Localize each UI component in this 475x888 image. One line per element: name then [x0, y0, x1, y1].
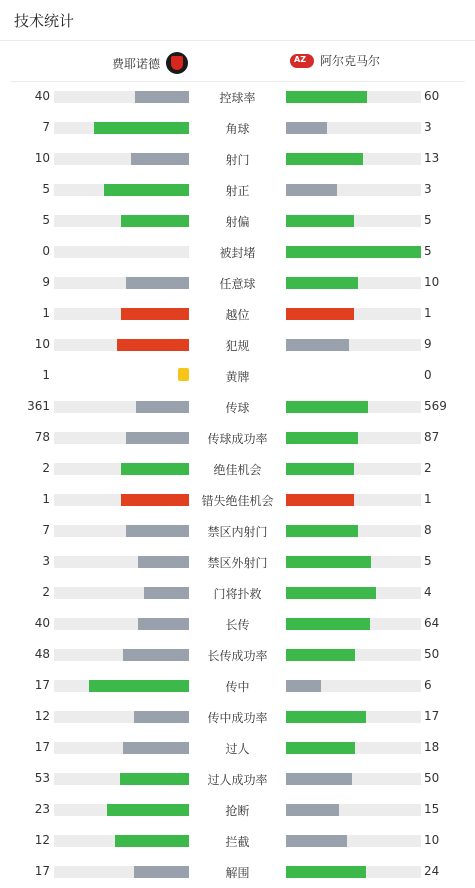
stat-label: 传中 — [225, 680, 250, 694]
away-bar-fill — [286, 773, 352, 785]
home-bar-fill — [144, 587, 189, 599]
away-bar-fill — [286, 587, 376, 599]
home-bar-fill — [121, 494, 189, 506]
away-value: 3 — [424, 120, 432, 134]
away-value: 1 — [424, 306, 432, 320]
home-bar-track — [54, 866, 189, 878]
home-bar-track — [54, 308, 189, 320]
away-bar-track — [286, 463, 421, 475]
away-value: 2 — [424, 461, 432, 475]
home-bar-fill — [135, 91, 189, 103]
away-value: 8 — [424, 523, 432, 537]
stat-label: 传球 — [225, 401, 250, 415]
stat-row — [0, 763, 475, 794]
home-value: 1 — [42, 368, 50, 382]
away-value: 3 — [424, 182, 432, 196]
home-bar-fill — [138, 556, 189, 568]
home-bar-fill — [138, 618, 189, 630]
home-bar-track — [54, 122, 189, 134]
away-bar-track — [286, 91, 421, 103]
home-bar-fill — [107, 804, 189, 816]
away-bar-fill — [286, 215, 354, 227]
away-value: 6 — [424, 678, 432, 692]
away-value: 18 — [424, 740, 440, 754]
away-bar-track — [286, 153, 421, 165]
away-bar-fill — [286, 556, 371, 568]
home-bar-track — [54, 463, 189, 475]
home-bar-fill — [115, 835, 189, 847]
home-value: 10 — [34, 151, 50, 165]
home-value: 40 — [34, 89, 50, 103]
stat-label: 过人成功率 — [207, 773, 268, 787]
home-team — [112, 52, 188, 74]
away-value: 9 — [424, 337, 432, 351]
away-value: 50 — [424, 647, 440, 661]
away-value: 64 — [424, 616, 440, 630]
stat-label: 传球成功率 — [207, 432, 268, 446]
home-bar-fill — [131, 153, 189, 165]
away-bar-track — [286, 587, 421, 599]
away-bar-fill — [286, 339, 349, 351]
away-bar-track — [286, 742, 421, 754]
away-bar-track — [286, 680, 421, 692]
home-bar-track — [54, 711, 189, 723]
stat-row — [0, 298, 475, 329]
home-value: 10 — [34, 337, 50, 351]
home-bar-fill — [121, 463, 189, 475]
away-bar-track — [286, 835, 421, 847]
stat-label: 抢断 — [225, 804, 250, 818]
away-value: 50 — [424, 771, 440, 785]
away-bar-track — [286, 401, 421, 413]
stat-row — [0, 701, 475, 732]
away-bar-fill — [286, 618, 370, 630]
away-value: 4 — [424, 585, 432, 599]
stat-label: 任意球 — [219, 277, 256, 291]
home-value: 7 — [42, 523, 50, 537]
away-bar-fill — [286, 494, 354, 506]
home-bar-track — [54, 277, 189, 289]
stat-label: 黄牌 — [225, 370, 250, 384]
stat-label: 长传成功率 — [207, 649, 268, 663]
stat-label: 禁区内射门 — [207, 525, 268, 539]
stat-row — [0, 205, 475, 236]
home-bar-track — [54, 215, 189, 227]
away-value: 0 — [424, 368, 432, 382]
stat-row — [0, 825, 475, 856]
home-bar-track — [54, 401, 189, 413]
away-value: 24 — [424, 864, 440, 878]
stat-label: 拦截 — [225, 835, 250, 849]
away-bar-track — [286, 339, 421, 351]
away-bar-fill — [286, 432, 358, 444]
home-value: 361 — [27, 399, 50, 413]
home-value: 5 — [42, 182, 50, 196]
home-bar-fill — [134, 711, 189, 723]
stat-label: 禁区外射门 — [207, 556, 268, 570]
stat-row — [0, 174, 475, 205]
away-value: 5 — [424, 244, 432, 258]
away-bar-fill — [286, 401, 368, 413]
away-bar-track — [286, 122, 421, 134]
away-bar-track — [286, 184, 421, 196]
away-bar-fill — [286, 184, 337, 196]
away-bar-fill — [286, 122, 327, 134]
stat-row — [0, 732, 475, 763]
away-bar-fill — [286, 866, 366, 878]
stat-row — [0, 577, 475, 608]
home-bar-track — [54, 556, 189, 568]
away-bar-fill — [286, 153, 363, 165]
away-bar-track — [286, 494, 421, 506]
page-title: 技术统计 — [14, 12, 75, 30]
stat-row — [0, 360, 475, 391]
home-bar-fill — [123, 649, 189, 661]
stat-label: 错失绝佳机会 — [201, 494, 274, 508]
home-value: 17 — [34, 864, 50, 878]
header-bar — [0, 0, 475, 41]
home-bar-track — [54, 835, 189, 847]
away-bar-fill — [286, 308, 354, 320]
away-bar-track — [286, 866, 421, 878]
home-value: 48 — [34, 647, 50, 661]
stat-row — [0, 422, 475, 453]
away-bar-track — [286, 246, 421, 258]
home-bar-fill — [126, 277, 189, 289]
home-bar-track — [54, 742, 189, 754]
away-bar-fill — [286, 742, 355, 754]
stat-label: 射偏 — [225, 215, 250, 229]
away-bar-fill — [286, 277, 358, 289]
home-bar-track — [54, 773, 189, 785]
home-bar-fill — [117, 339, 189, 351]
stat-row — [0, 453, 475, 484]
away-value: 5 — [424, 213, 432, 227]
home-bar-fill — [121, 308, 189, 320]
home-value: 12 — [34, 709, 50, 723]
away-bar-fill — [286, 711, 366, 723]
stat-label: 越位 — [225, 308, 250, 322]
home-value: 17 — [34, 678, 50, 692]
stat-label: 被封堵 — [219, 246, 256, 260]
stat-row — [0, 267, 475, 298]
home-bar-fill — [126, 432, 189, 444]
stat-label: 门将扑救 — [213, 587, 262, 601]
stat-label: 过人 — [225, 742, 250, 756]
away-value: 1 — [424, 492, 432, 506]
away-value: 13 — [424, 151, 440, 165]
home-value: 3 — [42, 554, 50, 568]
stat-label: 传中成功率 — [207, 711, 268, 725]
away-bar-fill — [286, 463, 354, 475]
away-bar-fill — [286, 91, 367, 103]
away-bar-track — [286, 804, 421, 816]
home-bar-track — [54, 494, 189, 506]
stat-row — [0, 515, 475, 546]
home-bar-track — [54, 525, 189, 537]
away-bar-track — [286, 711, 421, 723]
away-value: 10 — [424, 275, 440, 289]
away-bar-track — [286, 277, 421, 289]
home-value: 53 — [34, 771, 50, 785]
home-bar-fill — [126, 525, 189, 537]
away-value: 5 — [424, 554, 432, 568]
stat-label: 角球 — [225, 122, 250, 136]
stat-row — [0, 236, 475, 267]
away-value: 17 — [424, 709, 440, 723]
stat-row — [0, 670, 475, 701]
home-bar-track — [54, 153, 189, 165]
feyenoord-logo-icon — [166, 52, 188, 74]
home-team-name: 费耶诺德 — [111, 56, 160, 71]
away-team — [290, 52, 380, 69]
home-bar-fill — [121, 215, 189, 227]
stat-row — [0, 546, 475, 577]
stat-label: 解围 — [225, 866, 250, 880]
away-bar-track — [286, 556, 421, 568]
az-alkmaar-logo-icon — [290, 54, 314, 68]
home-bar-fill — [136, 401, 189, 413]
away-bar-fill — [286, 246, 421, 258]
stat-label: 绝佳机会 — [213, 463, 262, 477]
home-bar-fill — [123, 742, 189, 754]
home-value: 1 — [42, 306, 50, 320]
stat-label: 射门 — [225, 153, 250, 167]
away-value: 569 — [424, 399, 447, 413]
home-bar-track — [54, 618, 189, 630]
stat-row — [0, 608, 475, 639]
stat-row — [0, 112, 475, 143]
home-value: 5 — [42, 213, 50, 227]
home-bar-fill — [120, 773, 189, 785]
stats-list — [0, 81, 475, 887]
home-bar-fill — [94, 122, 189, 134]
stat-row — [0, 81, 475, 112]
away-bar-track — [286, 773, 421, 785]
stat-row — [0, 639, 475, 670]
away-bar-fill — [286, 835, 347, 847]
home-bar-fill — [89, 680, 189, 692]
away-bar-fill — [286, 680, 321, 692]
stat-row — [0, 143, 475, 174]
home-bar-track — [54, 432, 189, 444]
away-bar-track — [286, 649, 421, 661]
stat-label: 射正 — [225, 184, 250, 198]
home-value: 9 — [42, 275, 50, 289]
home-value: 1 — [42, 492, 50, 506]
home-bar-track — [54, 587, 189, 599]
away-bar-fill — [286, 649, 355, 661]
home-value: 17 — [34, 740, 50, 754]
home-bar-fill — [104, 184, 189, 196]
away-bar-track — [286, 525, 421, 537]
away-bar-fill — [286, 525, 358, 537]
home-bar-fill — [134, 866, 189, 878]
stat-row — [0, 484, 475, 515]
away-team-name: 阿尔克马尔 — [320, 54, 381, 68]
stat-row — [0, 391, 475, 422]
home-value: 40 — [34, 616, 50, 630]
away-bar-track — [286, 215, 421, 227]
home-value: 78 — [34, 430, 50, 444]
stat-label: 犯规 — [225, 339, 250, 353]
stat-label: 长传 — [225, 618, 250, 632]
away-value: 60 — [424, 89, 440, 103]
home-bar-track — [54, 649, 189, 661]
home-value: 2 — [42, 585, 50, 599]
stat-label: 控球率 — [219, 91, 256, 105]
home-value: 7 — [42, 120, 50, 134]
away-value: 15 — [424, 802, 440, 816]
away-bar-fill — [286, 804, 339, 816]
home-bar-track — [54, 184, 189, 196]
away-bar-track — [286, 618, 421, 630]
home-value: 0 — [42, 244, 50, 258]
home-bar-track — [54, 91, 189, 103]
home-value: 23 — [34, 802, 50, 816]
home-bar-track — [54, 246, 189, 258]
home-bar-track — [54, 339, 189, 351]
away-value: 87 — [424, 430, 440, 444]
yellow-card-icon — [178, 368, 189, 381]
stat-row — [0, 794, 475, 825]
away-value: 10 — [424, 833, 440, 847]
stat-row — [0, 856, 475, 887]
home-value: 12 — [34, 833, 50, 847]
home-value: 2 — [42, 461, 50, 475]
away-bar-track — [286, 432, 421, 444]
stat-row — [0, 329, 475, 360]
away-bar-track — [286, 308, 421, 320]
home-bar-track — [54, 804, 189, 816]
home-bar-track — [54, 680, 189, 692]
teams-header — [0, 44, 475, 78]
